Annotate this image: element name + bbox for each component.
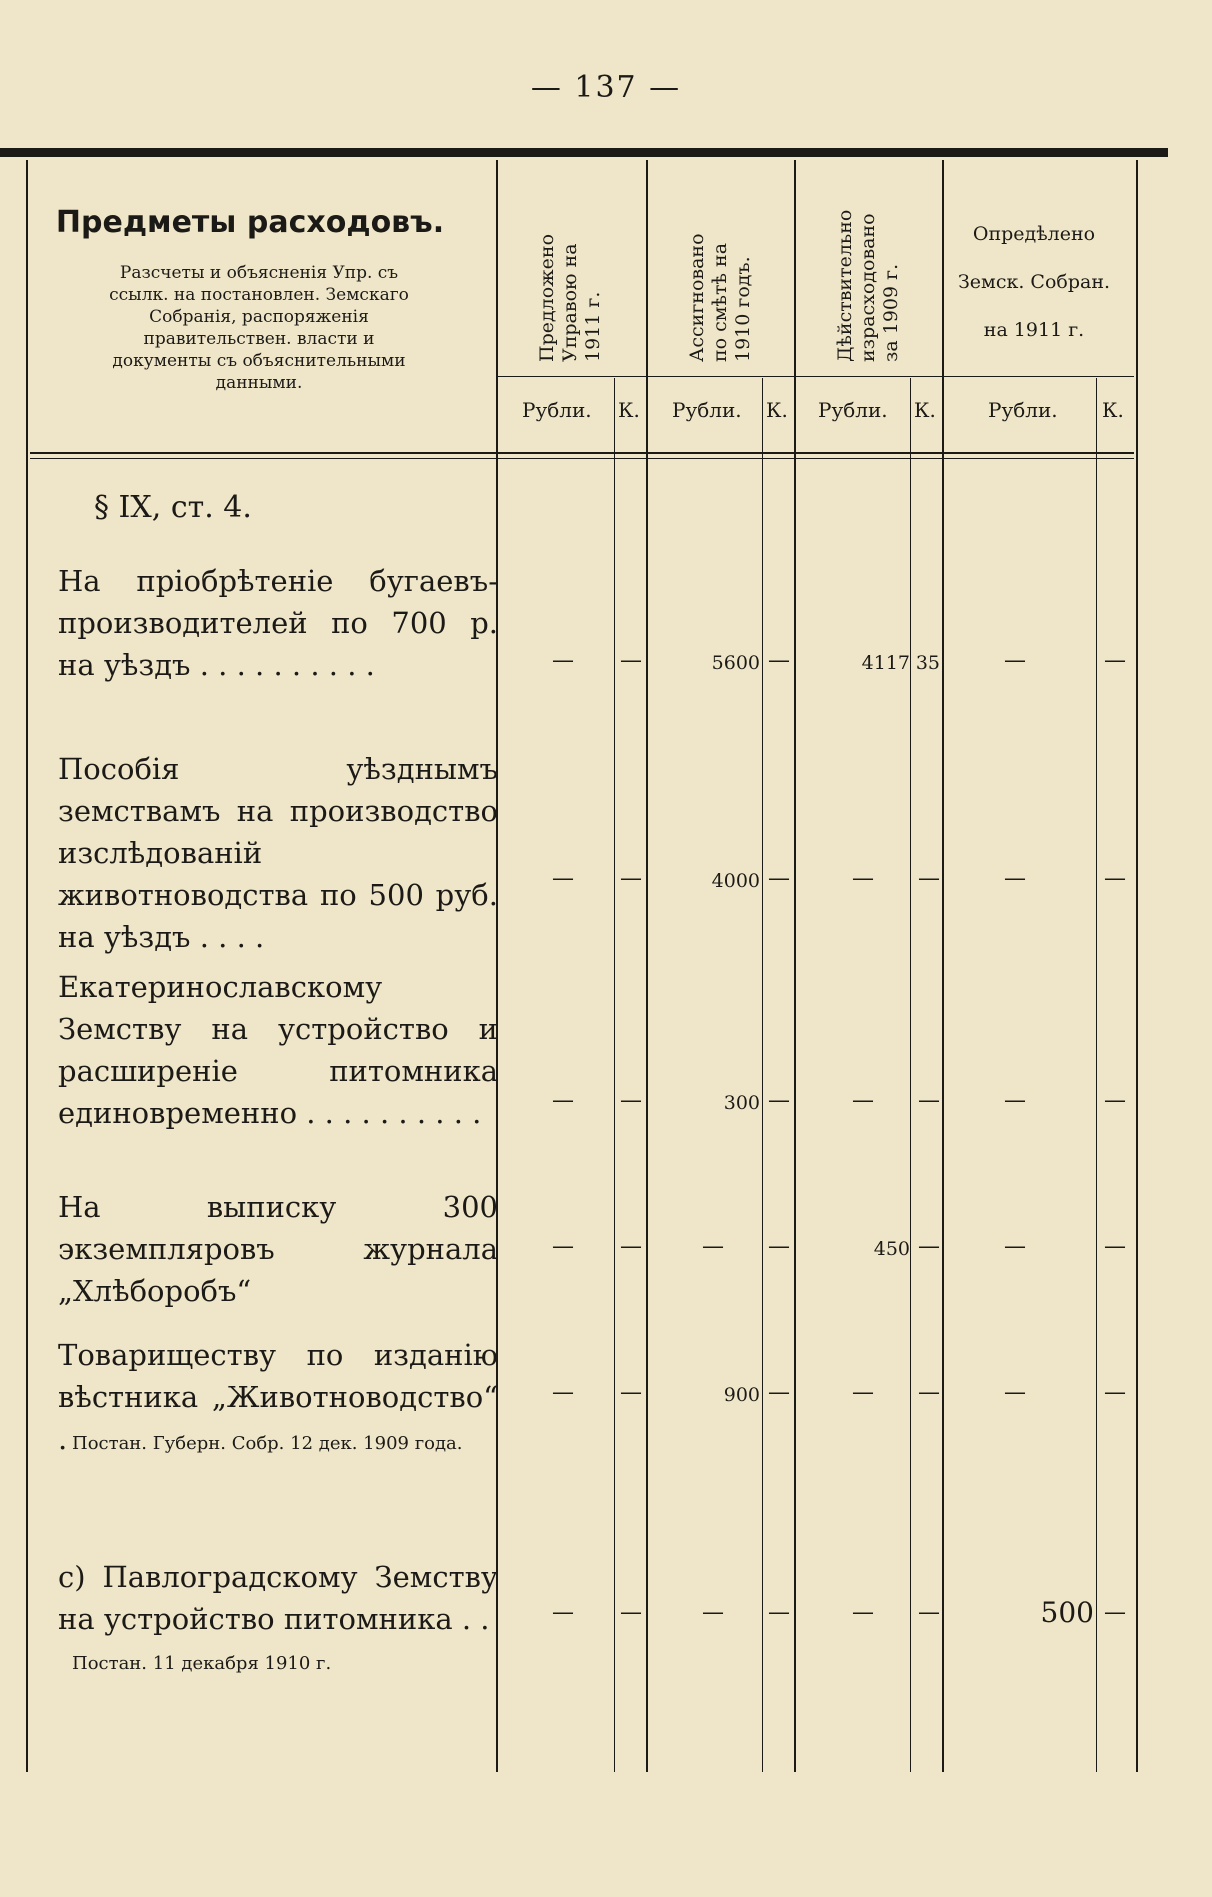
assigned-rub: 5600 xyxy=(711,652,760,674)
assigned-kop: — xyxy=(768,1088,790,1113)
entry-text: Товариществу по изданію вѣстника „Животноводство“ . xyxy=(58,1338,498,1456)
header-proposed-line: 1911 г. xyxy=(582,291,604,362)
determined-rub: 500 xyxy=(1040,1596,1094,1629)
spent-rub: — xyxy=(852,1380,874,1405)
determined-rub: — xyxy=(1004,1234,1026,1259)
spent-rub: — xyxy=(852,866,874,891)
proposed-rub: — xyxy=(552,648,574,673)
unit-kop: К. xyxy=(618,398,640,422)
header-determined xyxy=(944,210,1124,354)
header-spent-line: Дѣйствительно xyxy=(834,209,856,362)
header-assigned-line: по смѣтѣ на xyxy=(709,242,731,362)
assigned-rub: 300 xyxy=(723,1092,760,1114)
entry-text: Пособія уѣзднымъ земствамъ на производство изслѣдованій животноводства по 500 руб. на уѣздъ . . . . xyxy=(58,752,498,954)
proposed-kop: — xyxy=(620,648,642,673)
determined-rub: — xyxy=(1004,648,1026,673)
unit-kop: К. xyxy=(914,398,936,422)
assigned-kop: — xyxy=(768,648,790,673)
header-assigned-line: Ассигновано xyxy=(686,233,708,362)
unit-rub: Рубли. xyxy=(522,398,592,422)
header-proposed xyxy=(536,234,605,362)
assigned-kop: — xyxy=(768,1380,790,1405)
spent-rub: 4117 xyxy=(861,652,910,674)
header-rule xyxy=(30,452,1134,454)
entry-text: с) Павлоградскому Земству на устройство питомника . . xyxy=(58,1560,498,1636)
unit-kop: К. xyxy=(766,398,788,422)
assigned-rub: 4000 xyxy=(711,870,760,892)
determined-rub: — xyxy=(1004,1380,1026,1405)
assigned-kop: — xyxy=(768,1600,790,1625)
header-spent xyxy=(834,210,903,362)
determined-rub: — xyxy=(1004,866,1026,891)
proposed-kop: — xyxy=(620,1380,642,1405)
assigned-rub: — xyxy=(702,1234,724,1259)
column-title: Предметы расходовъ. xyxy=(55,205,445,240)
header-rule-thin xyxy=(30,458,1134,459)
header-proposed-line: Управою на xyxy=(559,243,581,362)
entry-text: Екатеринославскому Земству на устройство и расширеніе питомника единовременно . . . . . . . . . . xyxy=(58,970,498,1130)
determined-kop: — xyxy=(1104,1234,1126,1259)
spent-rub: — xyxy=(852,1088,874,1113)
header-determined-line: на 1911 г. xyxy=(983,319,1085,341)
section-title: § IX, ст. 4. xyxy=(94,490,252,525)
header-proposed-line: Предложено xyxy=(536,233,558,362)
spent-kop: — xyxy=(918,1600,940,1625)
unit-row-rule xyxy=(498,376,1134,377)
unit-rub: Рубли. xyxy=(672,398,742,422)
spent-kop: 35 xyxy=(915,652,940,674)
kop-divider xyxy=(614,378,615,1772)
header-determined-line: Опредѣлено xyxy=(972,223,1096,245)
determined-kop: — xyxy=(1104,1380,1126,1405)
header-spent-line: за 1909 г. xyxy=(880,263,902,362)
spent-kop: — xyxy=(918,1234,940,1259)
determined-kop: — xyxy=(1104,866,1126,891)
proposed-kop: — xyxy=(620,1600,642,1625)
column-divider xyxy=(942,160,944,1772)
assigned-kop: — xyxy=(768,866,790,891)
spent-rub: — xyxy=(852,1600,874,1625)
entry-note: Постан. 11 декабря 1910 г. xyxy=(72,1653,332,1674)
header-assigned-line: 1910 годъ. xyxy=(732,256,754,362)
determined-rub: — xyxy=(1004,1088,1026,1113)
kop-divider xyxy=(1096,378,1097,1772)
determined-kop: — xyxy=(1104,1088,1126,1113)
unit-rub: Рубли. xyxy=(818,398,888,422)
proposed-kop: — xyxy=(620,1088,642,1113)
page-number: — 137 — xyxy=(530,70,682,105)
proposed-kop: — xyxy=(620,1234,642,1259)
header-spent-line: израсходовано xyxy=(857,213,879,362)
header-determined-line: Земск. Собран. xyxy=(957,271,1111,293)
spent-kop: — xyxy=(918,1088,940,1113)
proposed-rub: — xyxy=(552,1600,574,1625)
kop-divider xyxy=(762,378,763,1772)
column-divider xyxy=(794,160,796,1772)
unit-kop: К. xyxy=(1102,398,1124,422)
assigned-rub: 900 xyxy=(723,1384,760,1406)
column-divider xyxy=(646,160,648,1772)
column-subtitle: Разсчеты и объясненія Упр. съ ссылк. на постановлен. Земскаго Собранія, распоряженія правительствен. власти и документы съ объяснительными данными. xyxy=(109,263,409,393)
proposed-rub: — xyxy=(552,1380,574,1405)
spent-kop: — xyxy=(918,1380,940,1405)
entry-text: На пріобрѣтеніе бугаевъ-производителей по 700 р. на уѣздъ . . . . . . . . . . xyxy=(58,564,498,682)
unit-rub: Рубли. xyxy=(988,398,1058,422)
top-rule xyxy=(0,148,1168,157)
header-assigned xyxy=(686,233,755,362)
proposed-rub: — xyxy=(552,866,574,891)
determined-kop: — xyxy=(1104,1600,1126,1625)
assigned-kop: — xyxy=(768,1234,790,1259)
spent-kop: — xyxy=(918,866,940,891)
proposed-kop: — xyxy=(620,866,642,891)
assigned-rub: — xyxy=(702,1600,724,1625)
proposed-rub: — xyxy=(552,1234,574,1259)
determined-kop: — xyxy=(1104,648,1126,673)
proposed-rub: — xyxy=(552,1088,574,1113)
entry-note: Постан. Губерн. Собр. 12 дек. 1909 года. xyxy=(72,1433,463,1454)
kop-divider xyxy=(910,378,911,1772)
entry-text: На выписку 300 экземпляровъ журнала „Хлѣборобъ“ xyxy=(58,1190,498,1308)
spent-rub: 450 xyxy=(873,1238,910,1260)
